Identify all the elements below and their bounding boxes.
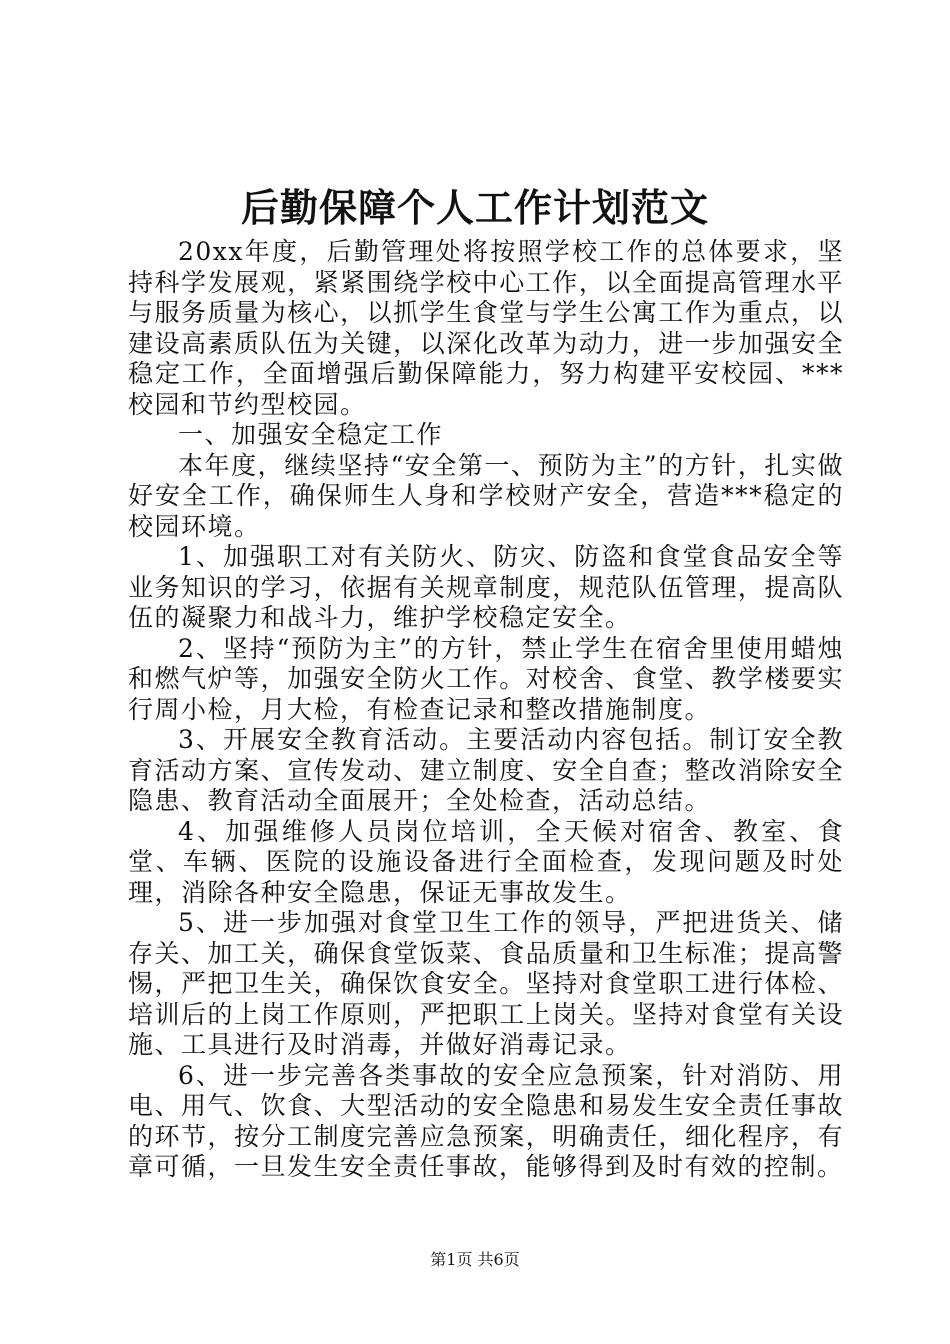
section-intro-paragraph: 本年度，继续坚持“安全第一、预防为主”的方针，扎实做好安全工作，确保师生人身和学校财产安全，营造***稳定的校园环境。 — [128, 450, 844, 541]
section-heading: 一、加强安全稳定工作 — [178, 420, 444, 449]
item-paragraph-3: 3、开展安全教育活动。主要活动内容包括。制订安全教育活动方案、宣传发动、建立制度、安全自查；整改消除安全隐患、教育活动全面展开；全处检查，活动总结。 — [128, 725, 844, 815]
document-body — [128, 237, 844, 1183]
item-paragraph-4: 4、加强维修人员岗位培训，全天候对宿舍、教室、食堂、车辆、医院的设施设备进行全面检查，发现问题及时处理，消除各种安全隐患，保证无事故发生。 — [128, 816, 844, 907]
document-title: 后勤保障个人工作计划范文 — [240, 185, 709, 230]
intro-paragraph: 20xx年度，后勤管理处将按照学校工作的总体要求，坚持科学发展观，紧紧围绕学校中心工作，以全面提高管理水平与服务质量为核心，以抓学生食堂与学生公寓工作为重点，以建设高素质队伍为关键，以深化改革为动力，进一步加强安全稳定工作，全面增强后勤保障能力，努力构建平安校园、***校园和节约型校园。 — [128, 237, 844, 419]
item-paragraph-6: 6、进一步完善各类事故的安全应急预案，针对消防、用电、用气、饮食、大型活动的安全隐患和易发生安全责任事故的环节，按分工制度完善应急预案，明确责任，细化程序，有章可循，一旦发生安全责任事故，能够得到及时有效的控制。 — [128, 1060, 844, 1181]
page-number-footer: 第1页 共6页 — [430, 1250, 520, 1269]
item-paragraph-1: 1、加强职工对有关防火、防灾、防盗和食堂食品安全等业务知识的学习，依据有关规章制度，规范队伍管理，提高队伍的凝聚力和战斗力，维护学校稳定安全。 — [128, 542, 844, 632]
item-paragraph-5: 5、进一步加强对食堂卫生工作的领导，严把进货关、储存关、加工关，确保食堂饭菜、食品质量和卫生标准；提高警惕，严把卫生关，确保饮食安全。坚持对食堂职工进行体检、培训后的上岗工作原则，严把职工上岗关。坚持对食堂有关设施、工具进行及时消毒，并做好消毒记录。 — [128, 908, 844, 1059]
item-paragraph-2: 2、坚持“预防为主”的方针，禁止学生在宿舍里使用蜡烛和燃气炉等，加强安全防火工作。对校舍、食堂、教学楼要实行周小检，月大检，有检查记录和整改措施制度。 — [128, 633, 844, 724]
